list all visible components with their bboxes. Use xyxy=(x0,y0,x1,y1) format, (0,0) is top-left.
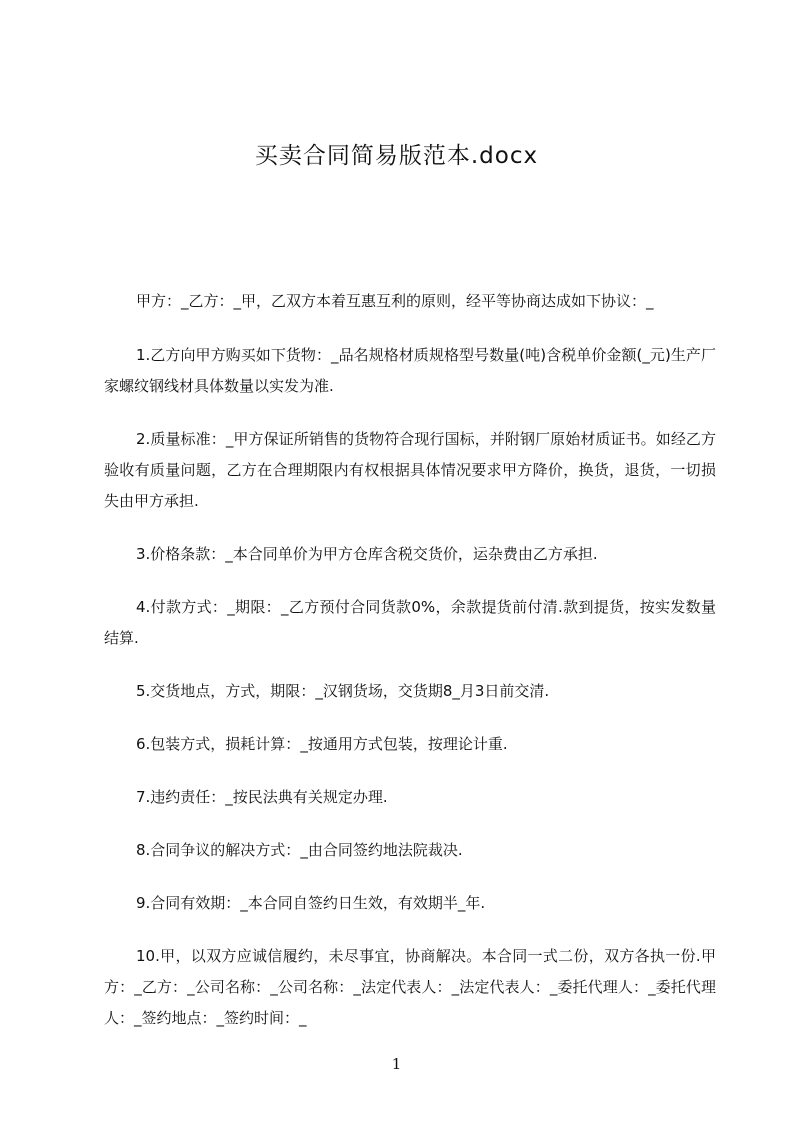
paragraph-clause-10: 10.甲，以双方应诚信履约，未尽事宜，协商解决。本合同一式二份，双方各执一份.甲方：_乙方：_公司名称：_公司名称：_法定代表人：_法定代表人：_委托代理人：_委托代理人：_签约地点：_签约时间：_ xyxy=(104,947,716,1027)
paragraph-clause-8: 8.合同争议的解决方式：_由合同签约地法院裁决. xyxy=(136,841,463,859)
paragraph-clause-7: 7.违约责任：_按民法典有关规定办理. xyxy=(136,788,388,806)
document-title: 买卖合同简易版范本.docx xyxy=(254,143,539,169)
paragraph-clause-4: 4.付款方式：_期限：_乙方预付合同货款0%，余款提货前付清.款到提货，按实发数量结算. xyxy=(104,598,716,647)
page-number: 1 xyxy=(391,1055,402,1073)
paragraph-clause-1: 1.乙方向甲方购买如下货物：_品名规格材质规格型号数量(吨)含税单价金额(_元)生产厂家螺纹钢线材具体数量以实发为准. xyxy=(104,346,716,395)
paragraph-clause-5: 5.交货地点，方式，期限：_汉钢货场，交货期8_月3日前交清. xyxy=(136,682,550,700)
document-body xyxy=(104,286,716,1056)
paragraph-clause-9: 9.合同有效期：_本合同自签约日生效，有效期半_年. xyxy=(136,894,486,912)
paragraph-clause-6: 6.包装方式，损耗计算：_按通用方式包装，按理论计重. xyxy=(136,735,508,753)
paragraph-clause-2: 2.质量标准：_甲方保证所销售的货物符合现行国标，并附钢厂原始材质证书。如经乙方验收有质量问题，乙方在合理期限内有权根据具体情况要求甲方降价，换货，退货，一切损失由甲方承担. xyxy=(104,430,716,510)
paragraph-preamble: 甲方：_乙方：_甲，乙双方本着互惠互利的原则，经平等协商达成如下协议：_ xyxy=(136,292,654,310)
paragraph-clause-3: 3.价格条款：_本合同单价为甲方仓库含税交货价，运杂费由乙方承担. xyxy=(136,545,598,563)
